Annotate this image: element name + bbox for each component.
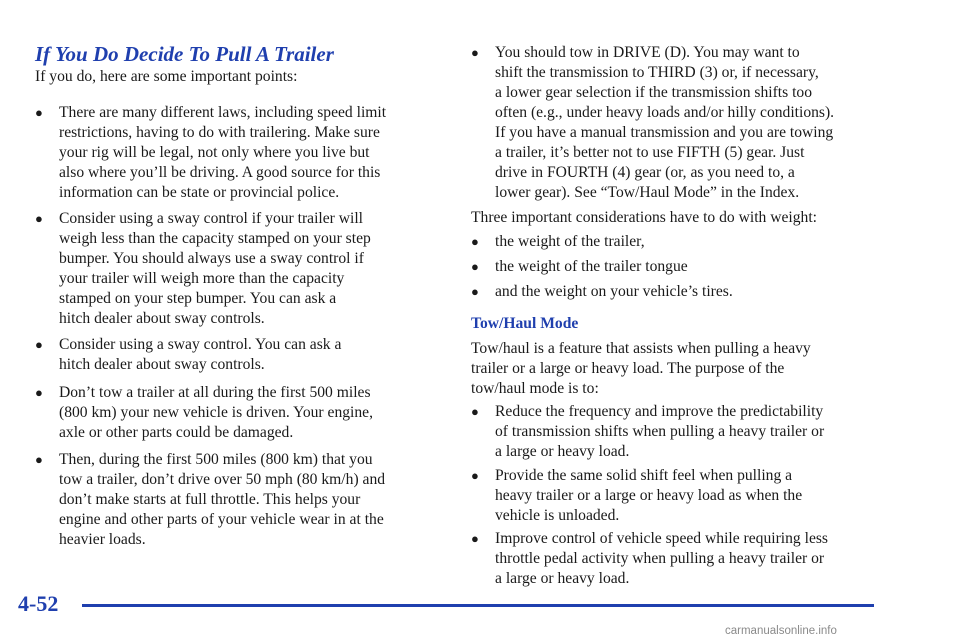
watermark: carmanualsonline.info [725, 625, 837, 637]
bullet-icon: ● [471, 284, 479, 299]
bullet-icon: ● [471, 259, 479, 274]
list-item: ● Consider using a sway control if your trailer will weigh less than the capacity stamped on your step bumper. You should always use a sway control if your trailer will weigh more than the capacity stamped on your step bumper. You can ask a hitch dealer about sway controls. [35, 210, 371, 327]
list-item: ● the weight of the trailer tongue [471, 258, 688, 275]
bullet-icon: ● [35, 211, 43, 226]
list-item: ● the weight of the trailer, [471, 233, 645, 250]
subsection-heading: Tow/Haul Mode [471, 315, 579, 332]
list-item: ● Reduce the frequency and improve the predictability of transmission shifts when pulling a heavy trailer or a large or heavy load. [471, 403, 825, 460]
bullet-icon: ● [471, 531, 479, 546]
bullet-icon: ● [471, 404, 479, 419]
weight-intro: Three important considerations have to do with weight: [471, 209, 818, 226]
bullet-icon: ● [471, 45, 479, 60]
bullet-icon: ● [471, 468, 479, 483]
list-item: ● Then, during the first 500 miles (800 km) that you tow a trailer, don’t drive over 50 mph (80 km/h) and don’t make starts at full throttle. This helps your engine and other parts of your vehicle wear in at the heavier loads. [35, 451, 386, 548]
list-item: ● You should tow in DRIVE (D). You may want to shift the transmission to THIRD (3) or, if necessary, a lower gear selection if the transmission shifts too often (e.g., under heavy loads and/or hilly conditions). If you have a manual transmission and you are towing a trailer, it’s better not to use FIFTH (5) gear. Just drive in FOURTH (4) gear (or, as you need to, a lower gear). See “Tow/Haul Mode” in the Index. [471, 44, 835, 201]
bullet-icon: ● [35, 452, 43, 467]
page-number: 4-52 [18, 591, 59, 616]
list-item: ● Consider using a sway control. You can ask a hitch dealer about sway controls. [35, 336, 342, 373]
list-item: ● and the weight on your vehicle’s tires. [471, 283, 733, 300]
bullet-icon: ● [35, 385, 43, 400]
section-heading: If You Do Decide To Pull A Trailer [35, 42, 334, 66]
list-item: ● Provide the same solid shift feel when pulling a heavy trailer or a large or heavy load as when the vehicle is unloaded. [471, 467, 803, 524]
footer-rule [82, 604, 874, 607]
list-item: ● Don’t tow a trailer at all during the first 500 miles (800 km) your new vehicle is driven. Your engine, axle or other parts could be damaged. [35, 384, 373, 441]
bullet-icon: ● [35, 337, 43, 352]
bullet-icon: ● [471, 234, 479, 249]
towhaul-paragraph: Tow/haul is a feature that assists when pulling a heavy trailer or a large or heavy load. The purpose of the tow/haul mode is to: [471, 340, 811, 397]
intro-text: If you do, here are some important points: [35, 68, 298, 85]
list-item: ● There are many different laws, including speed limit restrictions, having to do with trailering. Make sure your rig will be legal, not only where you live but also where you’ll be driving. A good source for this information can be state or provincial police. [35, 104, 387, 201]
list-item: ● Improve control of vehicle speed while requiring less throttle pedal activity when pulling a heavy trailer or a large or heavy load. [471, 530, 828, 587]
bullet-icon: ● [35, 105, 43, 120]
